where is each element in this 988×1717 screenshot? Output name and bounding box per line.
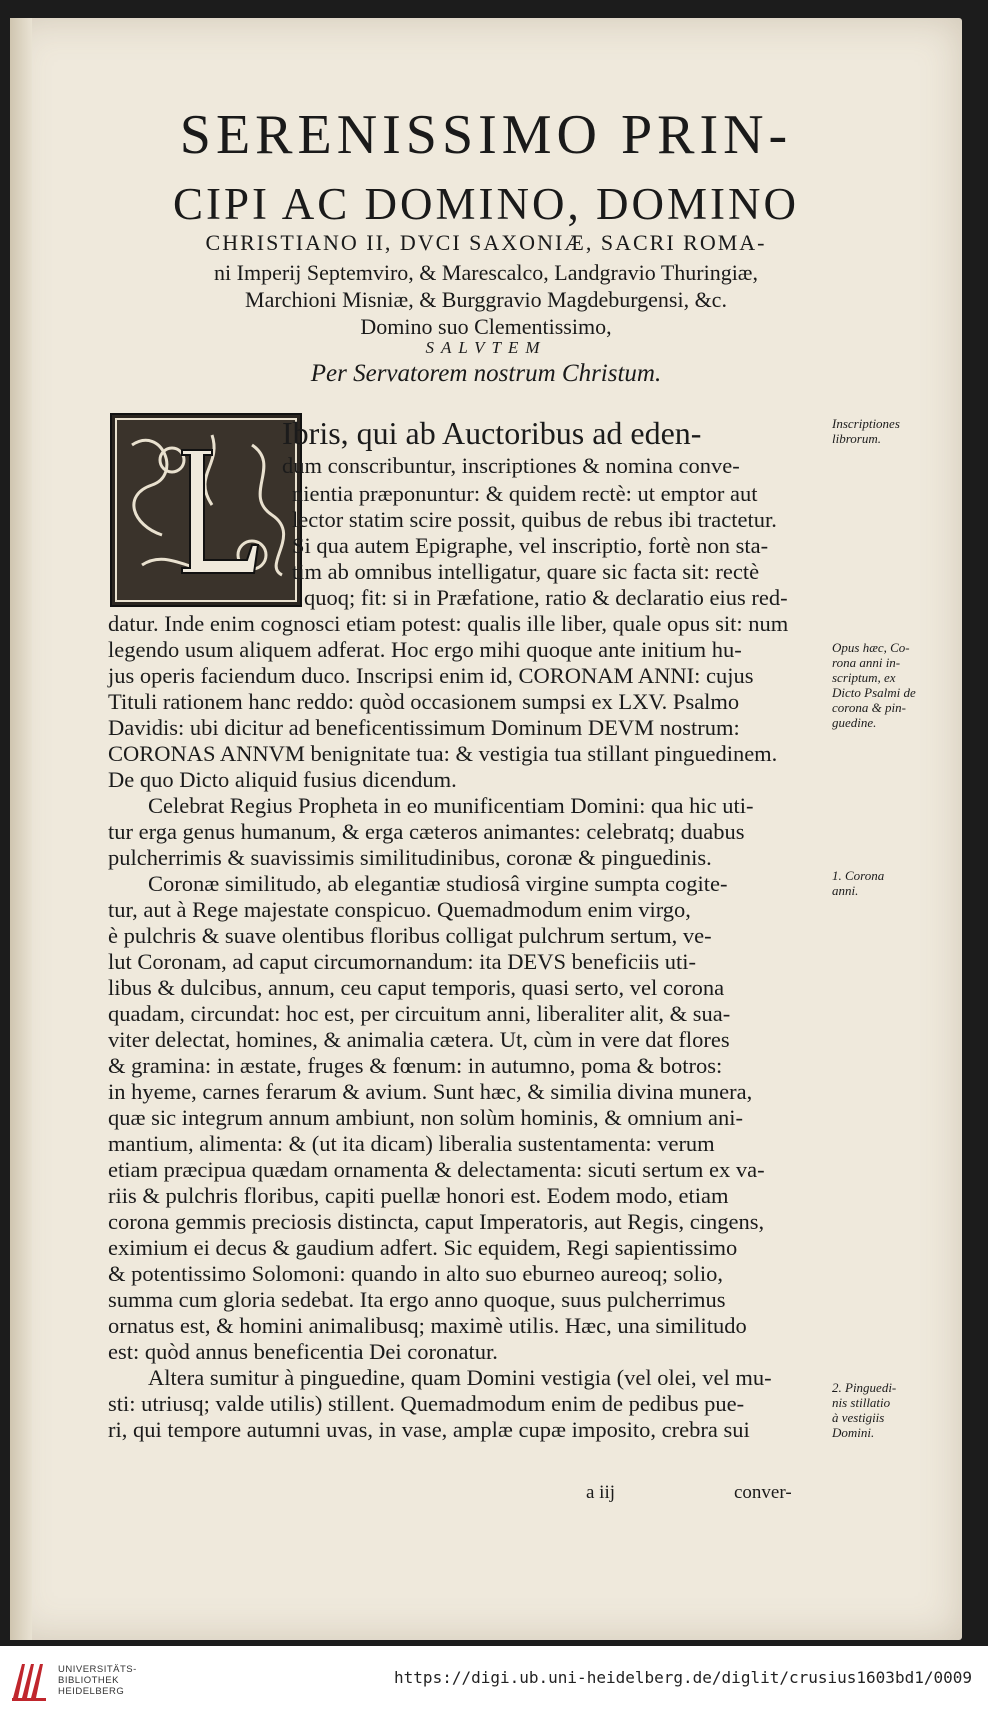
text-line: sti: utriusq; valde utilis) stillent. Quemadmodum enim de pedibus pue- <box>108 1391 745 1416</box>
text-line: è pulchris & suave olentibus floribus colligat pulchrum sertum, ve- <box>108 923 712 948</box>
text-line: jus operis faciendum duco. Inscripsi enim id, CORONAM ANNI: cujus <box>108 663 754 688</box>
title-per-servatorem: Per Servatorem nostrum Christum. <box>310 360 662 387</box>
text-line: Tituli rationem hanc reddo: quòd occasionem sumpsi ex LXV. Psalmo <box>108 689 740 714</box>
text-line: quæ sic integrum annum ambiunt, non solùm hominis, & omnium ani- <box>108 1105 743 1130</box>
title-line-6: Domino suo Clementissimo, <box>360 314 612 339</box>
text-line: Davidis: ubi dicitur ad beneficentissimum Dominum DEVM nostrum: <box>108 715 740 740</box>
text-line: quadam, circundat: hoc est, per circuitum anni, liberaliter alit, & sua- <box>108 1001 731 1026</box>
text-line: lut Coronam, ad caput circumornandum: ita DEVS beneficiis uti- <box>108 949 696 974</box>
library-name <box>58 1664 137 1697</box>
text-line: Si qua autem Epigraphe, vel inscriptio, fortè non sta- <box>292 533 769 558</box>
library-name-line: BIBLIOTHEK <box>58 1675 119 1686</box>
margin-note-pinguedinis: 2. Pinguedi- nis stillatio à vestigiis Domini. <box>832 1380 897 1440</box>
title-line-2: CIPI AC DOMINO, DOMINO <box>172 179 800 229</box>
text-line: eximium ei decus & gaudium adfert. Sic equidem, Regi sapientissimo <box>108 1235 738 1260</box>
text-line: summa cum gloria sedebat. Ita ergo anno quoque, suus pulcherrimus <box>108 1287 726 1312</box>
text-line: lector statim scire possit, quibus de rebus ibi tractetur. <box>292 507 777 532</box>
text-line: tim ab omnibus intelligatur, quare sic facta sit: rectè <box>292 559 760 584</box>
text-line: quoq; fit: si in Præfatione, ratio & declaratio eius red- <box>304 585 788 610</box>
title-line-5: Marchioni Misniæ, & Burggravio Magdeburgensi, &c. <box>245 287 727 312</box>
text-line: tur, aut à Rege majestate conspicuo. Quemadmodum enim virgo, <box>108 897 691 922</box>
text-line: libus & dulcibus, annum, ceu caput temporis, quasi serto, vel corona <box>108 975 725 1000</box>
text-line: datur. Inde enim cognosci etiam potest: qualis ille liber, quale opus sit: num <box>108 611 789 636</box>
text-line: etiam præcipua quædam ornamenta & delectamenta: sicuti sertum ex va- <box>108 1157 765 1182</box>
signature-mark: a iij <box>586 1482 616 1503</box>
title-line-1: SERENISSIMO PRIN- <box>179 104 793 166</box>
text-line: riis & pulchris floribus, capiti puellæ honori est. Eodem modo, etiam <box>108 1183 729 1208</box>
margin-note-inscriptiones: Inscriptiones librorum. <box>832 416 900 446</box>
book-page <box>10 18 962 1640</box>
text-line: ornatus est, & homini animalibusq; maximè utilis. Hæc, una similitudo <box>108 1313 747 1338</box>
margin-note-corona: 1. Corona anni. <box>832 868 885 898</box>
text-line: De quo Dicto aliquid fusius dicendum. <box>108 767 457 792</box>
text-line: CORONAS ANNVM benignitate tua: & vestigia tua stillant pinguedinem. <box>108 741 778 766</box>
university-library-logo-icon <box>10 1658 48 1704</box>
text-line: Ibris, qui ab Auctoribus ad eden- <box>282 415 702 451</box>
catchword: conver- <box>734 1482 792 1503</box>
text-line: ri, qui tempore autumni uvas, in vase, amplæ cupæ imposito, crebra sui <box>108 1417 750 1442</box>
text-line: Celebrat Regius Propheta in eo munificentiam Domini: qua hic uti- <box>148 793 754 818</box>
text-line: mantium, alimenta: & (ut ita dicam) liberalia sustentamenta: verum <box>108 1131 715 1156</box>
text-line: est: quòd annus beneficentia Dei coronatur. <box>108 1339 498 1364</box>
text-line: Altera sumitur à pinguedine, quam Domini vestigia (vel olei, vel mu- <box>148 1365 772 1390</box>
library-name-line: HEIDELBERG <box>58 1686 125 1697</box>
text-line: Coronæ similitudo, ab elegantiæ studiosâ virgine sumpta cogite- <box>148 871 728 896</box>
text-line: corona gemmis preciosis distincta, caput Imperatoris, aut Regis, cingens, <box>108 1209 765 1234</box>
text-line: & gramina: in æstate, fruges & fœnum: in autumno, poma & botros: <box>108 1053 723 1078</box>
text-line: legendo usum aliquem adferat. Hoc ergo mihi quoque ante initium hu- <box>108 637 742 662</box>
decorated-initial-L <box>110 413 302 607</box>
text-line: nientia præponuntur: & quidem rectè: ut emptor aut <box>292 481 758 506</box>
text-line: viter delectat, homines, & animalia cætera. Ut, cùm in vere dat flores <box>108 1027 730 1052</box>
text-line: dum conscribuntur, inscriptiones & nomina conve- <box>282 453 740 478</box>
text-line: in hyeme, carnes ferarum & avium. Sunt hæc, & similia divina munera, <box>108 1079 753 1104</box>
title-salutem: SALVTEM <box>425 338 547 357</box>
library-name-line: UNIVERSITÄTS- <box>58 1664 137 1675</box>
ornament-initial-icon <box>112 415 300 605</box>
title-line-3: CHRISTIANO II, DVCI SAXONIÆ, SACRI ROMA- <box>205 230 767 255</box>
text-line: tur erga genus humanum, & erga cæteros animantes: celebratq; duabus <box>108 819 745 844</box>
permalink-url[interactable]: https://digi.ub.uni-heidelberg.de/diglit/crusius1603bd1/0009 <box>394 1668 972 1687</box>
text-line: & potentissimo Solomoni: quando in alto suo eburneo aureoq; solio, <box>108 1261 723 1286</box>
text-line: pulcherrimis & suavissimis similitudinibus, coronæ & pinguedinis. <box>108 845 712 870</box>
viewer-footer <box>0 1646 988 1717</box>
margin-note-opus: Opus hæc, Co- rona anni in- scriptum, ex Dicto Psalmi de corona & pin- guedine. <box>832 640 916 730</box>
title-line-4: ni Imperij Septemviro, & Marescalco, Landgravio Thuringiæ, <box>214 260 758 285</box>
